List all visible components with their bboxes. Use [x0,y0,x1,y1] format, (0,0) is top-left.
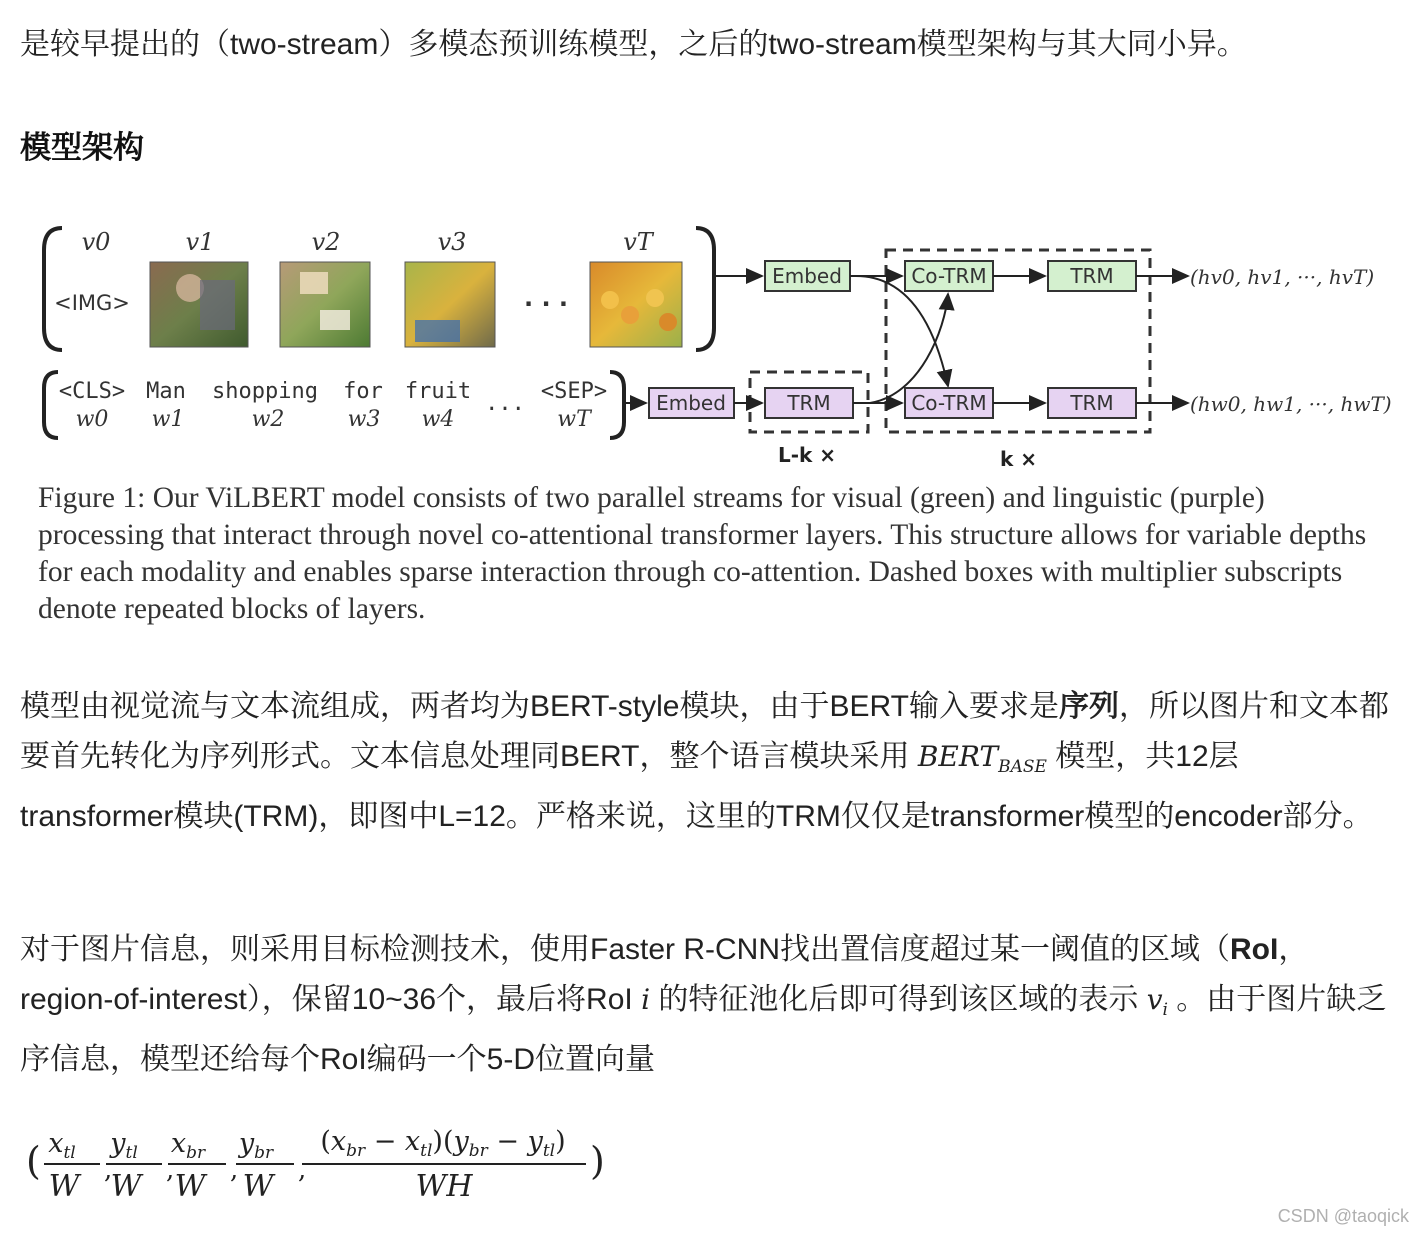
text-right-brace [610,372,624,438]
frac1-den: W [48,1169,80,1204]
text-id-w2: w2 [251,407,285,432]
figure-caption: Figure 1: Our ViLBERT model consists of two parallel streams for visual (green) and linguistic (purple) processing that interact through novel co-attentional transformer layers. This structure allows for variable depths for each modality and enables sparse interaction through co-attention. Dashed boxes with multiplier subscripts denote repeated blocks of layers. [38,482,1367,625]
text-word-shopping: shopping [212,379,318,404]
image-text-1: 对于图片信息，则采用目标检测技术，使用Faster R-CNN找出置信度超过某一阈值的区域（ [20,933,1231,966]
watermark: CSDN @taoqick [1277,1206,1409,1226]
img-token: <IMG> [54,291,130,315]
visual-ellipsis: · · · [523,290,569,318]
formula-close-paren: ) [590,1139,605,1183]
text-left-brace [44,372,58,438]
text-id-w3: w3 [347,407,381,432]
visual-token-vT: vT [623,228,653,256]
vilbert-figure [0,210,1424,480]
text-word-ellipsis: ... [485,391,525,416]
text-word-for: for [343,379,383,404]
text-id-wT: wT [557,407,591,432]
bold-sequence: 序列 [1058,690,1119,723]
bert-base-math [917,740,1047,777]
visual-token-v3: v3 [437,228,467,256]
cross-arrow-text-to-visual [870,294,948,403]
intro-paragraph [20,20,1400,70]
lk-multiplier: L-k × [778,443,837,467]
text-id-w4: w4 [421,407,455,432]
math-i: i [641,983,651,1016]
visual-trm-label: TRM [1070,264,1114,288]
visual-right-brace [696,228,714,350]
frac3-den: W [174,1169,206,1204]
intro-text: 是较早提出的（two-stream）多模态预训练模型，之后的two-stream模型架构与其大同小异。 [20,28,1247,61]
text-trm-label: TRM [787,391,831,415]
image-text-4: 。由于图片缺乏序信息，模型还给每个RoI编码一个5-D位置向量 [20,983,1387,1076]
position-vector-formula [20,1112,660,1212]
frac4-den: W [242,1169,274,1204]
bert-math-sub: BASE [998,757,1047,777]
model-text-1: 模型由视觉流与文本流组成，两者均为BERT-style模块，由于BERT输入要求是 [20,690,1059,723]
svg-text:,: , [104,1155,113,1185]
frac5-den: WH [415,1169,473,1204]
text-output: (hw0, hw1, ···, hwT) [1190,392,1392,416]
svg-text:,: , [230,1155,239,1185]
text-word-man: Man [146,379,186,404]
visual-token-v1: v1 [185,228,215,256]
text-embed-label: Embed [656,391,726,415]
image-text-2: ，region-of-interest），保留10~36个，最后将RoI [20,933,1309,1016]
bold-roi: RoI [1230,933,1279,966]
frac2-den: W [110,1169,142,1204]
frac4-num: $y_{br}$ [238,1128,274,1163]
visual-output: (hv0, hv1, ···, hvT) [1190,265,1375,289]
math-v [1146,983,1168,1020]
text-id-w1: w1 [151,407,185,432]
text-co-trm-label: Co-TRM [911,391,987,415]
model-text-3: 模型，共12层 transformer模块(TRM)，即图中L=12。严格来说，这里的TRM仅仅是transformer模型的encoder部分。 [20,740,1373,833]
visual-token-v2: v2 [311,228,341,256]
text-word-sep: <SEP> [540,379,608,404]
frac3-num: $x_{br}$ [170,1128,206,1163]
section-heading: 模型架构 [20,130,144,165]
visual-co-trm-label: Co-TRM [911,264,987,288]
text-word-fruit: fruit [404,379,472,404]
svg-text:,: , [166,1155,175,1185]
text-id-w0: w0 [75,407,109,432]
cross-arrow-visual-to-text [856,276,948,386]
frac5-num: $(x_{br} - x_{tl})(y_{br} - y_{tl})$ [320,1126,566,1161]
visual-left-brace [44,228,62,350]
k-multiplier: k × [1000,447,1038,471]
model-text-2: ，所以图片和文本都要首先转化为序列形式。文本信息处理同BERT，整个语言模块采用 [20,690,1389,773]
frac1-num: $x_{tl}$ [48,1128,76,1163]
math-v-sub: i [1162,1000,1168,1020]
math-v-base: v [1146,983,1163,1016]
formula-open-paren: ( [26,1139,41,1183]
svg-text:,: , [298,1155,307,1185]
image-paragraph [20,925,1400,1085]
frac2-num: $y_{tl}$ [110,1128,138,1163]
image-text-3: 的特征池化后即可得到该区域的表示 [650,983,1147,1016]
text-trm2-label: TRM [1070,391,1114,415]
visual-token-v0: v0 [81,228,111,256]
model-paragraph [20,682,1400,842]
text-word-cls: <CLS> [58,379,126,404]
bert-math: BERT [917,740,999,773]
visual-embed-label: Embed [772,264,842,288]
